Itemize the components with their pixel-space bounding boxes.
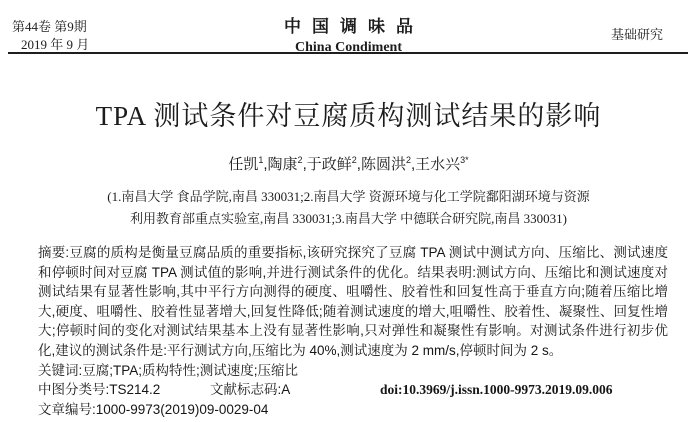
affiliation-line-2: 利用教育部重点实验室,南昌 330031;3.南昌大学 中德联合研究院,南昌 330031) xyxy=(130,211,567,226)
abstract-text: 摘要:豆腐的质构是衡量豆腐品质的重要指标,该研究探究了豆腐 TPA 测试中测试方向、压缩比、测试速度和停顿时间对豆腐 TPA 测试值的影响,并进行测试条件的优化。结果表明:测试方向、压缩比和测试速度对测试结果有显著性影响,其中平行方向测得的硬度、咀嚼性、胶着性和回复性高于垂直方向;随着压缩比增大,硬度、咀嚼性、胶着性显著增大,回复性降低;随着测试速度的增大,咀嚼性、胶着性、凝聚性、回复性增大;停顿时间的变化对测试结果基本上没有显著性影响,只对弹性和凝聚性有影响。对测试条件进行初步优化,建议的测试条件是:平行测试方向,压缩比为 40%,测试速度为 2 mm/s,停顿时间为 2 s。 xyxy=(38,245,668,358)
author-affiliation-marker: 2 xyxy=(405,155,411,165)
volume-issue: 第44卷 第9期 xyxy=(12,19,87,34)
author: 王水兴$^{3*}$ xyxy=(415,155,469,173)
page-header xyxy=(10,12,687,55)
journal-name xyxy=(10,12,687,56)
author-affiliation-marker: 2 xyxy=(297,155,303,165)
document-code: 文献标志码:A xyxy=(210,382,291,398)
author: 陈圆洪$^2$ xyxy=(360,155,411,173)
affiliation-line-1: (1.南昌大学 食品学院,南昌 330031;2.南昌大学 资源环境与化工学院鄱阳湖环境与资源 xyxy=(107,189,590,204)
author-affiliation-marker: 2 xyxy=(351,155,357,165)
author: 于政鲜$^2$ xyxy=(306,155,357,173)
journal-name-en: China Condiment xyxy=(295,40,402,55)
author: 陶康$^2$ xyxy=(267,155,303,173)
doi-text: doi:10.3969/j.issn.1000-9973.2019.09.006 xyxy=(380,382,613,398)
authors-line: 任凯$^1$,陶康$^2$,于政鲜$^2$,陈圆洪$^2$,王水兴$^{3*}$ xyxy=(228,155,469,173)
header-divider xyxy=(8,52,688,54)
clc-number: 中图分类号:TS214.2 xyxy=(38,382,161,398)
article-title: TPA 测试条件对豆腐质构测试结果的影响 xyxy=(95,101,602,131)
journal-name-cn: 中国调味品 xyxy=(284,17,424,36)
author: 任凯$^1$ xyxy=(228,155,264,173)
keywords-line: 关键词:豆腐;TPA;质构特性;测试速度;压缩比 xyxy=(38,362,299,378)
article-meta-block xyxy=(38,243,668,419)
author-affiliation-marker: 1 xyxy=(258,155,264,165)
author-affiliation-marker: 3* xyxy=(460,155,469,165)
issue-date: 2019 年 9 月 xyxy=(21,37,90,52)
classification-row xyxy=(38,380,668,400)
article-number: 文章编号:1000-9973(2019)09-0029-04 xyxy=(38,401,269,417)
section-label: 基础研究 xyxy=(610,27,663,42)
